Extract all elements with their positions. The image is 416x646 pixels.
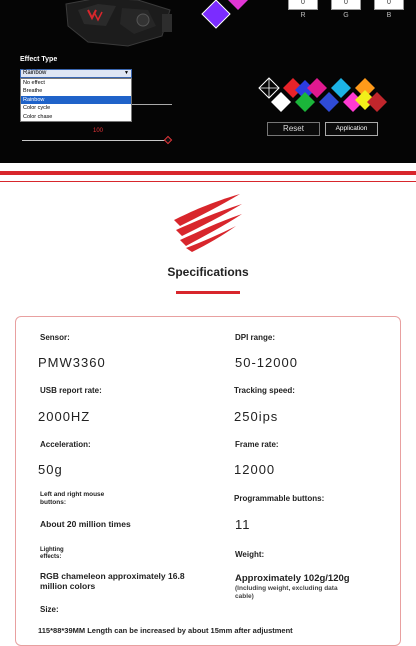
reset-button[interactable]: Reset (267, 122, 320, 136)
red-value-field[interactable]: 0 (288, 0, 318, 10)
application-button[interactable]: Application (325, 122, 378, 136)
spec-value-dpi: 50-12000 (235, 355, 298, 370)
option-rainbow[interactable]: Rainbow (21, 96, 131, 104)
spec-value-sensor: PMW3360 (38, 355, 106, 370)
spec-value-tracking: 250ips (234, 409, 279, 424)
specifications-card (15, 316, 401, 646)
swatch-white[interactable] (271, 92, 291, 112)
claw-logo (170, 192, 245, 252)
spec-value-lighting: RGB chameleon approximately 16.8 million colors (40, 571, 185, 591)
spec-label-weight: Weight: (235, 550, 265, 559)
spec-value-frame-rate: 12000 (234, 462, 276, 477)
green-label: G (343, 12, 349, 19)
specifications-title: Specifications (167, 265, 249, 279)
green-value-field[interactable]: 0 (331, 0, 361, 10)
spec-label-sensor: Sensor: (40, 333, 70, 342)
option-breathe[interactable]: Breathe (23, 88, 43, 95)
blue-label: B (386, 12, 392, 19)
swatch-green[interactable] (295, 92, 315, 112)
software-panel (0, 0, 416, 163)
mouse-image (58, 0, 178, 54)
spec-value-acceleration: 50g (38, 462, 63, 477)
spec-label-tracking: Tracking speed: (234, 386, 295, 395)
spec-label-mouse-buttons: Left and right mouse buttons: (40, 491, 105, 506)
spec-label-size: Size: (40, 605, 59, 614)
blue-value-field[interactable]: 0 (374, 0, 404, 10)
palette-picker-icon[interactable] (259, 78, 279, 98)
spec-label-frame-rate: Frame rate: (235, 440, 279, 449)
slider-thumb[interactable] (164, 136, 172, 144)
red-label: R (300, 12, 306, 19)
spec-value-programmable: 11 (235, 517, 251, 532)
chevron-down-icon: ▼ (124, 70, 129, 76)
option-color-chase[interactable]: Color chase (23, 113, 53, 120)
slider-value: 100 (93, 128, 104, 134)
effect-type-label: Effect Type (20, 56, 58, 63)
spec-label-usb: USB report rate: (40, 386, 102, 395)
effect-type-options (20, 78, 132, 122)
red-divider (0, 171, 416, 175)
title-underline (176, 291, 240, 294)
spec-label-lighting: Lighting effects: (40, 547, 64, 560)
spec-note-weight: (Including weight, excluding data cable) (235, 585, 338, 600)
color-palette (255, 76, 390, 116)
option-color-cycle[interactable]: Color cycle (23, 105, 51, 112)
selected-color-swatches (196, 0, 266, 32)
spec-value-mouse-buttons: About 20 million times (40, 519, 131, 529)
effect-type-dropdown[interactable] (20, 69, 132, 78)
brightness-slider-track[interactable] (22, 140, 168, 141)
spec-value-size: 115*88*39MM Length can be increased by about 15mm after adjustment (38, 626, 293, 635)
option-no-effect[interactable]: No effect (23, 80, 45, 86)
swatch-navy[interactable] (319, 92, 339, 112)
swatch-cyan[interactable] (331, 78, 351, 98)
spec-label-dpi: DPI range: (235, 333, 276, 342)
red-divider-thin (0, 181, 416, 182)
spec-value-weight: Approximately 102g/120g (235, 573, 350, 584)
spec-value-usb: 2000HZ (38, 409, 91, 424)
spec-label-acceleration: Acceleration: (40, 440, 91, 449)
dropdown-selected-value: Rainbow (23, 70, 47, 76)
speed-slider-track[interactable] (132, 104, 172, 105)
spec-label-programmable: Programmable buttons: (234, 494, 325, 503)
